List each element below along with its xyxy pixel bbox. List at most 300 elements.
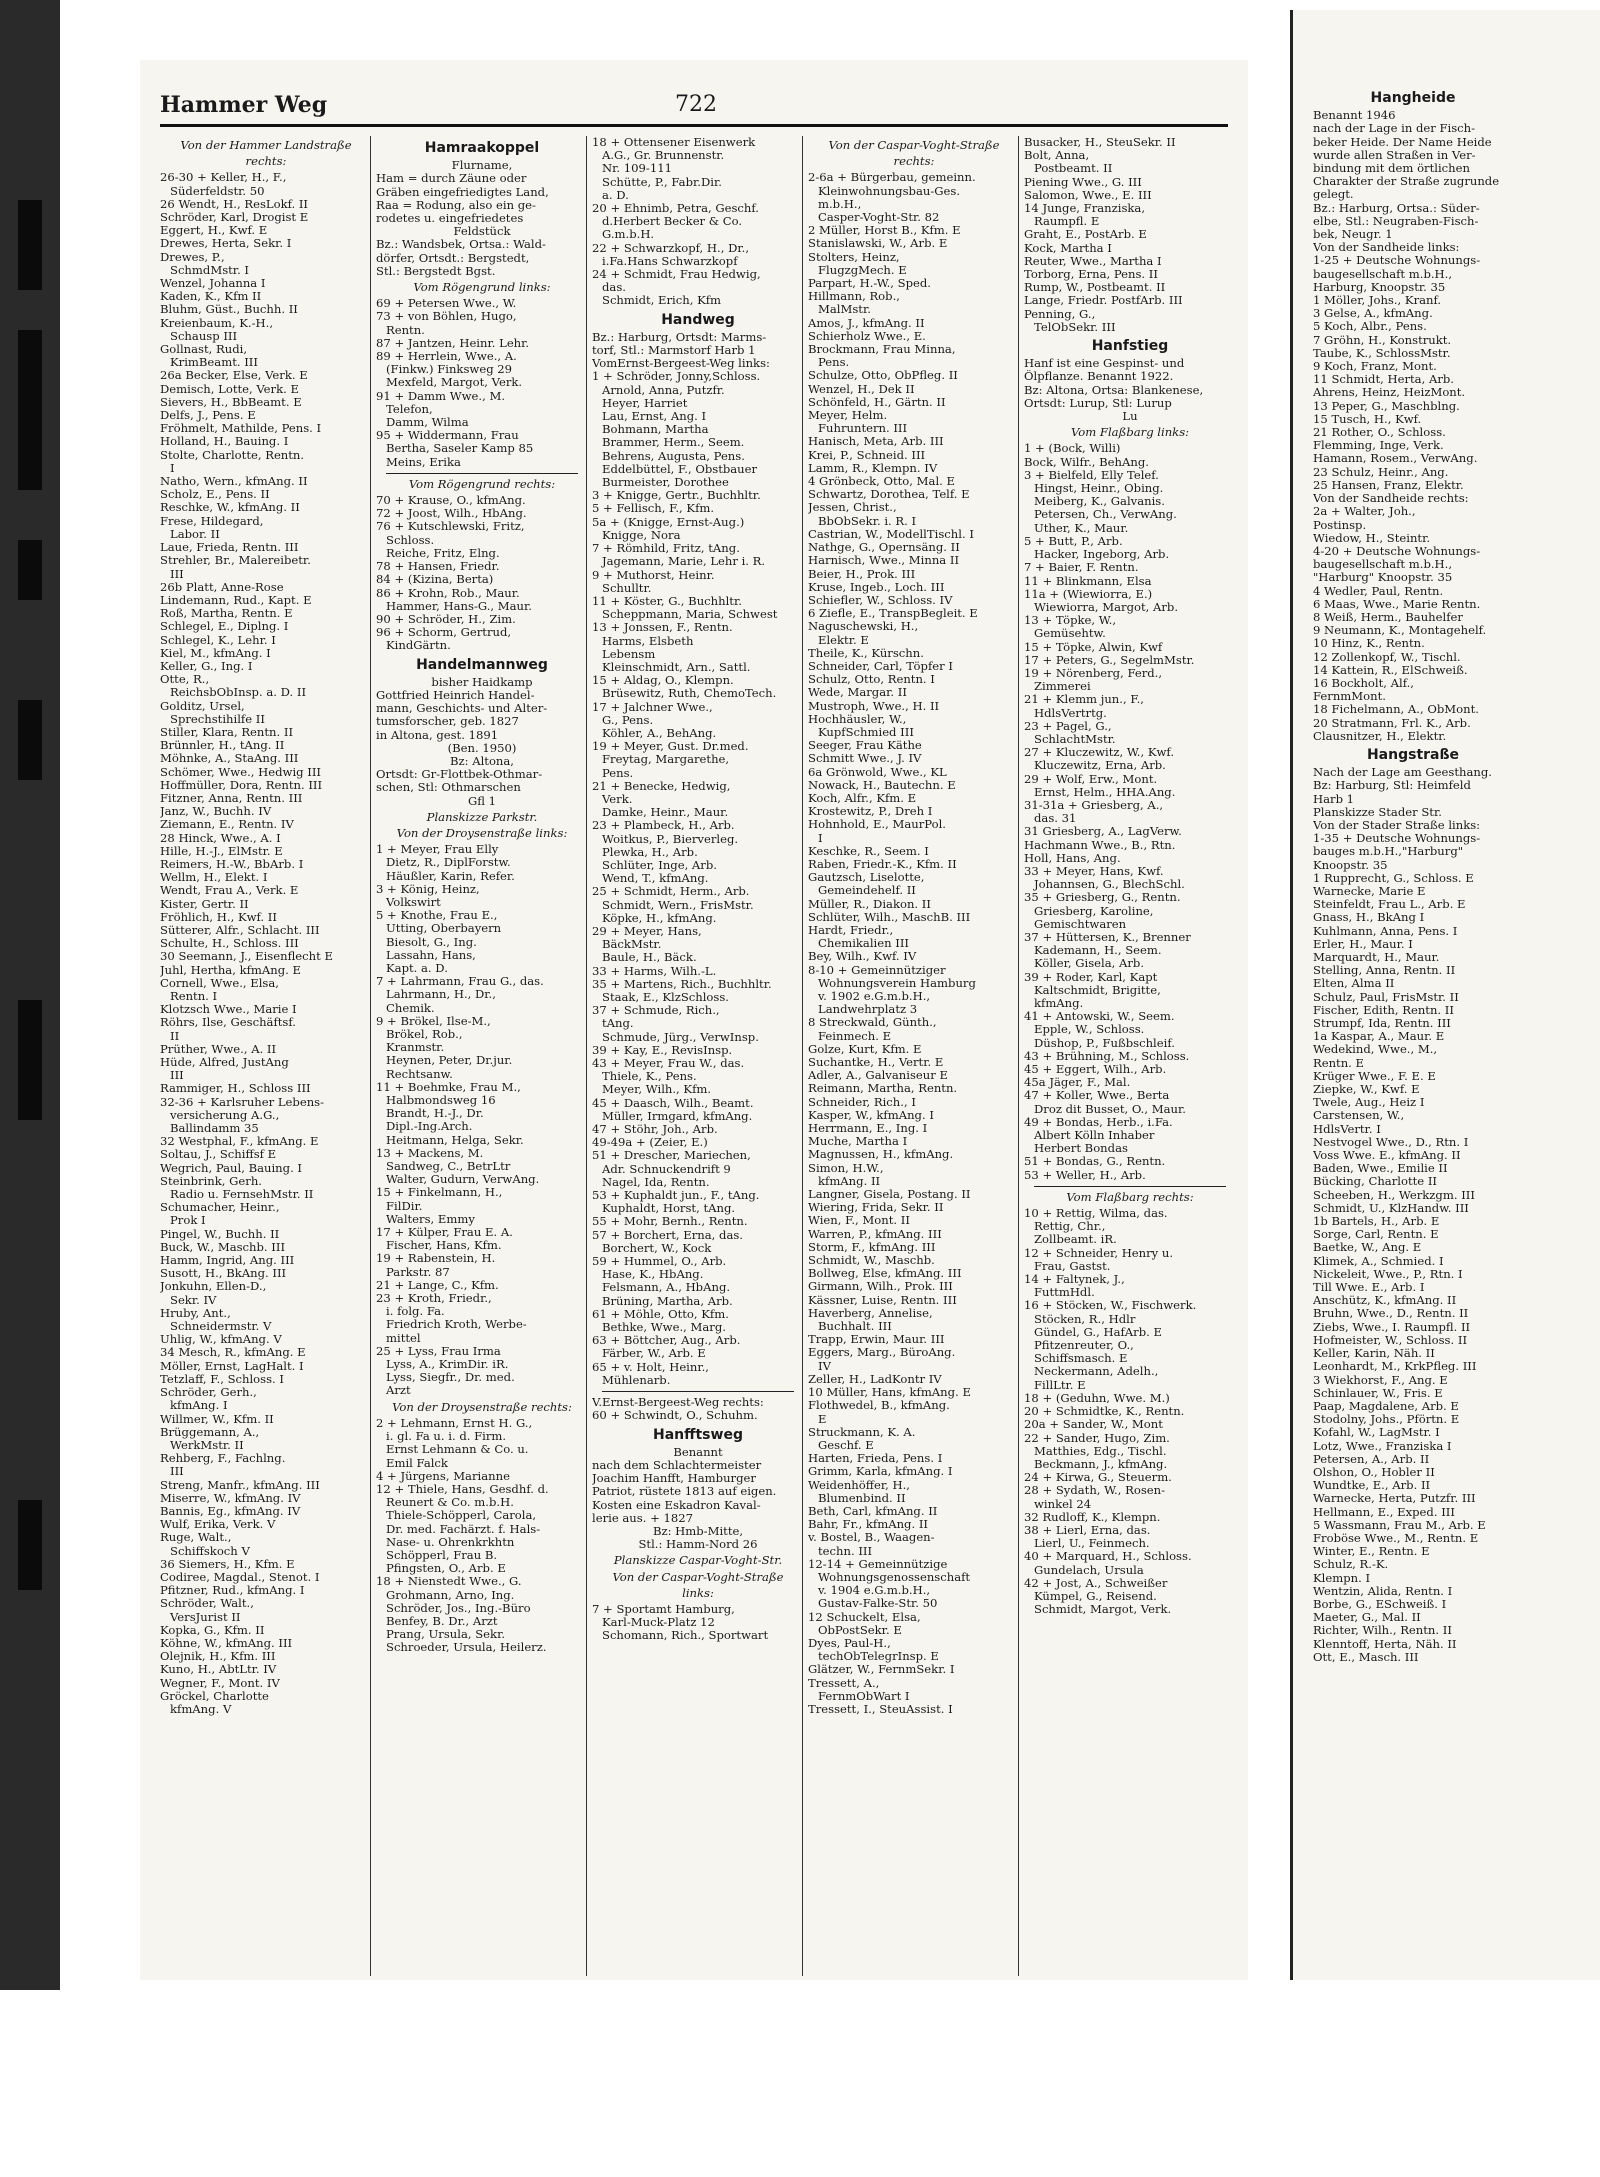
directory-entry: Knigge, Nora xyxy=(602,528,681,542)
column-2 xyxy=(376,136,588,1976)
directory-entry: (Finkw.) Finksweg 29 xyxy=(386,363,513,377)
directory-entry: Feinmech. E xyxy=(818,1029,892,1043)
directory-entry: Gnass, H., BkAng I xyxy=(1313,911,1425,925)
directory-entry: Gröckel, Charlotte xyxy=(160,1689,269,1703)
directory-entry: Ruge, Walt., xyxy=(160,1531,232,1545)
directory-entry: 13 + Töpke, W., xyxy=(1024,614,1117,628)
directory-entry: Rammiger, H., Schloss III xyxy=(160,1082,311,1096)
directory-entry: Lamm, R., Klempn. IV xyxy=(808,461,938,475)
directory-entry: Gemischtwaren xyxy=(1034,917,1127,931)
directory-entry: 32-36 + Karlsruher Lebens- xyxy=(160,1095,325,1109)
directory-entry: kfmAng. II xyxy=(818,1174,881,1188)
adjacent-page xyxy=(1290,10,1600,1980)
directory-entry: Burmeister, Dorothee xyxy=(602,476,729,490)
street-heading: Hangstraße xyxy=(1366,746,1460,763)
directory-entry: Ziebs, Wwe., I. Raumpfl. II xyxy=(1313,1320,1471,1334)
directory-entry: Bethke, Wwe., Marg. xyxy=(602,1321,726,1335)
directory-entry: Sandweg, C., BetrLtr xyxy=(386,1160,511,1174)
directory-entry: 31-31a + Griesberg, A., xyxy=(1024,798,1164,812)
directory-entry: Reunert & Co. m.b.H. xyxy=(386,1496,514,1510)
directory-entry: Hardt, Friedr., xyxy=(808,923,894,937)
directory-entry: gelegt. xyxy=(1313,188,1354,202)
directory-entry: Fischer, Edith, Rentn. II xyxy=(1313,1003,1454,1017)
directory-entry: Postinsp. xyxy=(1313,518,1367,532)
directory-entry: Wulf, Erika, Verk. V xyxy=(160,1518,276,1532)
directory-entry: 16 + Stöcken, W., Fischwerk. xyxy=(1024,1299,1197,1313)
directory-entry: Klempn. I xyxy=(1313,1571,1371,1585)
directory-entry: 9 Neumann, K., Montagehelf. xyxy=(1313,624,1487,638)
street-heading: Handweg xyxy=(661,311,735,328)
directory-entry: 38 + Lierl, Erna, das. xyxy=(1024,1523,1151,1537)
directory-entry: Prang, Ursula, Sekr. xyxy=(386,1628,506,1642)
directory-entry: 11 + Blinkmann, Elsa xyxy=(1024,574,1152,588)
directory-entry: Utting, Oberbayern xyxy=(386,922,502,936)
directory-entry: Benfey, B. Dr., Arzt xyxy=(386,1614,498,1628)
directory-entry: Nickeleit, Wwe., P., Rtn. I xyxy=(1313,1267,1463,1281)
directory-entry: Stöcken, R., Hdlr xyxy=(1034,1312,1136,1326)
directory-entry: Kopka, G., Kfm. II xyxy=(160,1623,265,1637)
directory-entry: Tressett, A., xyxy=(808,1676,880,1690)
directory-entry: Prok I xyxy=(170,1214,206,1228)
directory-entry: Ziemann, E., Rentn. IV xyxy=(160,818,294,832)
directory-entry: Schomann, Rich., Sportwart xyxy=(602,1629,769,1643)
directory-entry: FilDir. xyxy=(386,1199,423,1213)
directory-entry: wurde allen Straßen in Ver- xyxy=(1313,148,1476,162)
directory-entry: Brockmann, Frau Minna, xyxy=(808,343,956,357)
directory-entry: Heitmann, Helga, Sekr. xyxy=(386,1133,524,1147)
directory-entry: Heynen, Peter, Dr.jur. xyxy=(386,1054,513,1068)
directory-entry: 87 + Jantzen, Heinr. Lehr. xyxy=(376,336,530,350)
directory-entry: II xyxy=(170,1029,180,1043)
directory-entry: Wenzel, H., Dek II xyxy=(808,382,915,396)
directory-entry: Gottfried Heinrich Handel- xyxy=(376,688,535,702)
section-rule xyxy=(1034,1186,1226,1187)
directory-entry: 8 Streckwald, Günth., xyxy=(808,1016,937,1030)
directory-entry: 5 Wassmann, Frau M., Arb. E xyxy=(1313,1518,1486,1532)
directory-entry: nach der Lage in der Fisch- xyxy=(1313,122,1476,136)
directory-entry: FernmMont. xyxy=(1313,690,1386,704)
directory-entry: Stanislawski, W., Arb. E xyxy=(808,237,948,251)
directory-entry: Wiering, Frida, Sekr. II xyxy=(808,1201,944,1215)
directory-entry: Arzt xyxy=(386,1384,411,1398)
directory-entry: Sekr. IV xyxy=(170,1293,217,1307)
section-label: Vom Rögengrund rechts: xyxy=(408,476,556,491)
directory-entry: Cornell, Wwe., Elsa, xyxy=(160,976,279,990)
directory-entry: Brüsewitz, Ruth, ChemoTech. xyxy=(602,687,777,701)
directory-entry: Stelling, Anna, Rentn. II xyxy=(1313,964,1456,978)
directory-entry: Eggert, H., Kwf. E xyxy=(160,224,268,238)
directory-entry: Scheppmann, Maria, Schwest xyxy=(602,608,778,622)
directory-entry: Köhler, A., BehAng. xyxy=(602,726,717,740)
directory-entry: Stolte, Charlotte, Rentn. xyxy=(160,448,305,462)
directory-entry: 49 + Bondas, Herb., i.Fa. xyxy=(1024,1115,1173,1129)
directory-entry: Nowack, H., Bautechn. E xyxy=(808,778,956,792)
directory-entry: schen, Stl: Othmarschen xyxy=(376,781,521,795)
directory-entry: techn. III xyxy=(818,1544,873,1558)
directory-entry: 19 + Rabenstein, H. xyxy=(376,1252,496,1266)
directory-entry: Warren, P., kfmAng. III xyxy=(808,1227,942,1241)
directory-entry: Anschütz, K., kfmAng. II xyxy=(1313,1294,1457,1308)
directory-entry: 91 + Damm Wwe., M. xyxy=(376,389,506,403)
directory-entry: 25 + Lyss, Frau Irma xyxy=(376,1344,501,1358)
directory-entry: Simon, H.W., xyxy=(808,1161,884,1175)
directory-entry: 9 Koch, Franz, Mont. xyxy=(1313,360,1437,374)
directory-entry: Clausnitzer, H., Elektr. xyxy=(1313,729,1447,743)
directory-entry: Gfl 1 xyxy=(467,794,497,808)
directory-entry: 18 Fichelmann, A., ObMont. xyxy=(1313,703,1479,717)
directory-entry: 34 Mesch, R., kfmAng. E xyxy=(160,1346,306,1360)
directory-entry: Von der Sandheide rechts: xyxy=(1313,492,1469,506)
directory-entry: 5a + (Knigge, Ernst-Aug.) xyxy=(592,515,745,529)
directory-entry: Schneidermstr. V xyxy=(170,1320,272,1334)
directory-entry: 1b Bartels, H., Arb. E xyxy=(1313,1215,1440,1229)
directory-entry: Scholz, E., Pens. II xyxy=(160,488,270,502)
directory-entry: 26-30 + Keller, H., F., xyxy=(160,171,287,185)
directory-entry: nach dem Schlachtermeister xyxy=(592,1458,762,1472)
directory-entry: 14 + Faltynek, J., xyxy=(1024,1273,1125,1287)
directory-entry: Ott, E., Masch. III xyxy=(1313,1650,1419,1664)
directory-entry: Steinfeldt, Frau L., Arb. E xyxy=(1313,898,1466,912)
directory-entry: Sprechstihilfe II xyxy=(170,712,265,726)
directory-entry: Rentn. E xyxy=(1313,1056,1365,1070)
directory-entry: Dyes, Paul-H., xyxy=(808,1636,891,1650)
directory-entry: Klimek, A., Schmied. I xyxy=(1313,1254,1444,1268)
directory-entry: 1 + Meyer, Frau Elly xyxy=(376,843,499,857)
directory-entry: Schulz, Paul, FrisMstr. II xyxy=(1313,990,1459,1004)
directory-entry: Kümpel, G., Reisend. xyxy=(1034,1589,1157,1603)
directory-entry: Lau, Ernst, Ang. I xyxy=(602,410,707,424)
directory-entry: 21 + Lange, C., Kfm. xyxy=(376,1278,499,1292)
adjacent-page-column xyxy=(1313,86,1513,1664)
directory-entry: Schulltr. xyxy=(602,581,652,595)
directory-entry: Albert Kölln Inhaber xyxy=(1034,1129,1155,1143)
directory-entry: Roß, Martha, Rentn. E xyxy=(160,607,293,621)
directory-entry: Mexfeld, Margot, Verk. xyxy=(386,376,523,390)
directory-entry: 21 Rother, O., Schloss. xyxy=(1313,426,1446,440)
directory-entry: FillLtr. E xyxy=(1034,1378,1086,1392)
street-heading: Handelmannweg xyxy=(416,656,548,673)
directory-entry: Krüger Wwe., F. E. E xyxy=(1313,1069,1436,1083)
directory-entry: Parkstr. 87 xyxy=(386,1265,450,1279)
directory-entry: Krostewitz, P., Dreh I xyxy=(808,805,933,819)
directory-entry: Bollweg, Else, kfmAng. III xyxy=(808,1267,962,1281)
directory-entry: v. 1902 e.G.m.b.H., xyxy=(818,990,931,1003)
directory-entry: Baetke, W., Ang. E xyxy=(1313,1241,1422,1255)
directory-entry: 22 + Sander, Hugo, Zim. xyxy=(1024,1431,1170,1445)
directory-entry: Wedekind, Wwe., M., xyxy=(1313,1043,1438,1057)
directory-entry: kfmAng. xyxy=(1034,997,1084,1010)
directory-entry: 13 + Jonssen, F., Rentn. xyxy=(592,621,733,635)
directory-entry: Harburg, Knoopstr. 35 xyxy=(1313,280,1446,294)
directory-entry: Hofmeister, W., Schloss. II xyxy=(1313,1333,1468,1347)
directory-entry: 86 + Krohn, Rob., Maur. xyxy=(376,586,520,600)
directory-entry: Gollnast, Rudi, xyxy=(160,343,248,357)
street-heading: Hamraakoppel xyxy=(424,140,540,156)
directory-entry: Wiedow, H., Steintr. xyxy=(1313,531,1431,545)
directory-entry: 23 Schulz, Heinr., Ang. xyxy=(1313,465,1449,479)
directory-entry: 3 + Bielfeld, Elly Telef. xyxy=(1024,468,1159,482)
directory-entry: Gräben eingefriedigtes Land, xyxy=(376,185,549,199)
directory-entry: 17 + Külper, Frau E. A. xyxy=(376,1226,513,1240)
directory-entry: Torborg, Erna, Pens. II xyxy=(1024,268,1158,282)
directory-entry: Adler, A., Galvaniseur E xyxy=(808,1069,948,1083)
directory-entry: Kluczewitz, Erna, Arb. xyxy=(1034,759,1166,773)
directory-entry: 16 Bockholt, Alf., xyxy=(1313,676,1414,690)
directory-entry: Erler, H., Maur. I xyxy=(1313,937,1413,951)
directory-entry: 37 + Schmude, Rich., xyxy=(592,1004,720,1018)
directory-entry: Köhne, W., kfmAng. III xyxy=(160,1636,293,1650)
directory-entry: Schinlauer, W., Fris. E xyxy=(1313,1386,1443,1400)
directory-entry: Schulte, H., Schloss. III xyxy=(160,937,299,951)
directory-entry: 2-6a + Bürgerbau, gemeinn. xyxy=(808,171,976,185)
directory-entry: Hoffmüller, Dora, Rentn. III xyxy=(160,778,323,792)
directory-entry: 28 + Sydath, W., Rosen- xyxy=(1024,1484,1166,1498)
directory-entry: 35 + Martens, Rich., Buchhltr. xyxy=(592,977,772,991)
directory-entry: Schneider, Carl, Töpfer I xyxy=(808,659,953,673)
directory-entry: Glätzer, W., FernmSekr. I xyxy=(808,1663,955,1677)
directory-entry: Soltau, J., Schiffsf E xyxy=(160,1148,277,1162)
directory-entry: winkel 24 xyxy=(1034,1497,1092,1511)
directory-entry: Wundtke, E., Arb. II xyxy=(1313,1479,1431,1493)
directory-entry: 78 + Hansen, Friedr. xyxy=(376,560,500,574)
directory-entry: Kreienbaum, K.-H., xyxy=(160,316,274,330)
section-label: Planskizze Caspar-Voght-Str. xyxy=(613,1553,783,1568)
directory-entry: HdlsVertr. I xyxy=(1313,1122,1381,1136)
directory-entry: Schiffsmasch. E xyxy=(1034,1352,1128,1366)
directory-entry: 39 + Roder, Karl, Kapt xyxy=(1024,970,1158,984)
directory-entry: Keschke, R., Seem. I xyxy=(808,844,929,858)
directory-entry: KrimBeamt. III xyxy=(170,356,258,370)
directory-entry: Hellmann, E., Exped. III xyxy=(1313,1505,1455,1519)
binding-mark xyxy=(18,330,42,490)
directory-entry: Koch, Alfr., Kfm. E xyxy=(808,791,917,805)
directory-entry: Gundelach, Ursula xyxy=(1034,1563,1144,1577)
directory-entry: Olejnik, H., Kfm. III xyxy=(160,1650,276,1664)
directory-entry: Ölpflanze. Benannt 1922. xyxy=(1024,370,1174,384)
directory-entry: 33 + Meyer, Hans, Kwf. xyxy=(1024,864,1164,878)
directory-entry: Schumacher, Heinr., xyxy=(160,1201,280,1215)
directory-entry: 73 + von Böhlen, Hugo, xyxy=(376,310,517,324)
directory-entry: Hamm, Ingrid, Ang. III xyxy=(160,1254,295,1268)
directory-entry: Harten, Frieda, Pens. I xyxy=(808,1452,943,1466)
directory-entry: 17 + Jalchner Wwe., xyxy=(592,700,713,714)
directory-entry: Meins, Erika xyxy=(386,455,461,469)
directory-entry: 2a + Walter, Joh., xyxy=(1313,505,1416,519)
directory-entry: Mühlenarb. xyxy=(602,1373,671,1387)
directory-entry: Kasper, W., kfmAng. I xyxy=(808,1108,934,1122)
directory-entry: Häußler, Karin, Refer. xyxy=(386,869,515,883)
directory-entry: 76 + Kutschlewski, Fritz, xyxy=(376,520,525,534)
binding-mark xyxy=(18,1000,42,1120)
directory-entry: Plewka, H., Arb. xyxy=(602,845,698,859)
directory-entry: 14 Junge, Franziska, xyxy=(1024,202,1146,216)
directory-entry: Bz.: Wandsbek, Ortsa.: Wald- xyxy=(376,238,546,252)
directory-entry: 12 + Thiele, Hans, Gesdhf. d. xyxy=(376,1482,549,1496)
directory-entry: Brammer, Herm., Seem. xyxy=(602,436,745,450)
directory-entry: Bz.: Harburg, Ortsdt: Marms- xyxy=(592,330,767,344)
directory-entry: V.Ernst-Bergeest-Weg rechts: xyxy=(592,1396,764,1410)
binding-mark xyxy=(18,540,42,600)
directory-entry: Lindemann, Rud., Kapt. E xyxy=(160,593,312,607)
binding-mark xyxy=(18,1500,42,1590)
directory-entry: Froböse Wwe., M., Rentn. E xyxy=(1313,1531,1479,1545)
directory-entry: Schiefler, W., Schloss. IV xyxy=(808,593,953,607)
directory-entry: Theile, K., Kürschn. xyxy=(808,646,924,660)
directory-entry: bindung mit dem örtlichen xyxy=(1313,162,1470,176)
directory-entry: ReichsbObInsp. a. D. II xyxy=(170,686,307,700)
directory-entry: 18 + (Geduhn, Wwe. M.) xyxy=(1024,1391,1170,1405)
directory-entry: Sievers, H., BbBeamt. E xyxy=(160,395,302,409)
directory-entry: Kleinwohnungsbau-Ges. xyxy=(818,184,961,198)
directory-entry: Kosten eine Eskadron Kaval- xyxy=(592,1498,761,1512)
directory-entry: Bz.: Harburg, Ortsa.: Süder- xyxy=(1313,201,1480,215)
directory-entry: Hase, K., HbAng. xyxy=(602,1268,704,1282)
directory-entry: Richter, Wilh., Rentn. II xyxy=(1313,1624,1452,1638)
directory-entry: 12 Schuckelt, Elsa, xyxy=(808,1610,921,1624)
directory-entry: 2 Müller, Horst B., Kfm. E xyxy=(808,224,961,238)
directory-entry: Delfs, J., Pens. E xyxy=(160,409,256,423)
directory-entry: 33 + Harms, Wilh.-L. xyxy=(592,964,717,978)
directory-entry: Hruby, Ant., xyxy=(160,1306,231,1320)
directory-entry: Keller, G., Ing. I xyxy=(160,659,253,673)
directory-entry: Hille, H.-J., ElMstr. E xyxy=(160,844,283,858)
directory-entry: 47 + Stöhr, Joh., Arb. xyxy=(592,1123,718,1137)
directory-entry: Gemüsehtw. xyxy=(1034,627,1106,641)
directory-entry: Chemikalien III xyxy=(818,937,910,951)
directory-entry: 26a Becker, Else, Verk. E xyxy=(160,369,308,383)
directory-entry: tAng. xyxy=(602,1017,634,1031)
directory-entry: Demisch, Lotte, Verk. E xyxy=(160,382,299,396)
directory-entry: Karl-Muck-Platz 12 xyxy=(602,1616,715,1630)
directory-entry: Grimm, Karla, kfmAng. I xyxy=(808,1465,953,1479)
directory-entry: 23 + Plambeck, H., Arb. xyxy=(592,819,735,833)
directory-entry: 11 + Köster, G., Buchhltr. xyxy=(592,594,742,608)
directory-entry: Rump, W., Postbeamt. II xyxy=(1024,281,1166,295)
directory-entry: Lebensm xyxy=(602,647,656,661)
directory-entry: Schulze, Otto, ObPfleg. II xyxy=(808,369,958,383)
directory-entry: 24 + Kirwa, G., Steuerm. xyxy=(1024,1471,1172,1485)
directory-entry: Bolt, Anna, xyxy=(1024,149,1090,163)
page-title: Hammer Weg xyxy=(160,92,328,118)
directory-entry: 84 + (Kizina, Berta) xyxy=(376,573,494,587)
directory-entry: Warnecke, Marie E xyxy=(1313,884,1426,898)
directory-entry: 42 + Jost, A., Schweißer xyxy=(1024,1576,1168,1590)
directory-entry: Kranmstr. xyxy=(386,1041,445,1055)
directory-entry: Schulz, R.-K. xyxy=(1313,1558,1389,1572)
directory-entry: Suchantke, H., Vertr. E xyxy=(808,1056,944,1070)
directory-entry: Telefon, xyxy=(386,402,433,416)
directory-entry: 7 + Lahrmann, Frau G., das. xyxy=(376,975,544,989)
directory-entry: 1 + (Bock, Willi) xyxy=(1024,442,1121,456)
directory-entry: Ham = durch Zäune oder xyxy=(376,172,527,186)
section-label: rechts: xyxy=(893,154,935,169)
directory-entry: baugesellschaft m.b.H., xyxy=(1313,267,1453,281)
directory-entry: 61 + Möhle, Otto, Kfm. xyxy=(592,1307,729,1321)
directory-entry: Bannis, Eg., kfmAng. IV xyxy=(160,1504,301,1518)
directory-entry: Müller, Irmgard, kfmAng. xyxy=(602,1109,753,1123)
directory-entry: versicherung A.G., xyxy=(170,1108,280,1122)
directory-entry: Walter, Gudurn, VerwAng. xyxy=(386,1173,540,1187)
directory-entry: Fitzner, Anna, Rentn. III xyxy=(160,791,303,805)
directory-entry: FlugzgMech. E xyxy=(818,263,907,277)
directory-entry: Lierl, U., Feinmech. xyxy=(1034,1537,1150,1551)
directory-entry: Schroeder, Ursula, Heilerz. xyxy=(386,1641,547,1655)
column-divider xyxy=(1018,136,1019,1976)
directory-entry: Behrens, Augusta, Pens. xyxy=(602,449,745,463)
directory-entry: 5 + Butt, P., Arb. xyxy=(1024,534,1123,548)
directory-entry: Nestvogel Wwe., D., Rtn. I xyxy=(1313,1135,1469,1149)
directory-entry: Brüggemann, A., xyxy=(160,1425,260,1439)
directory-entry: Färber, W., Arb. E xyxy=(602,1347,706,1361)
directory-entry: Wohnungsgenossenschaft xyxy=(818,1570,971,1584)
directory-entry: 4-20 + Deutsche Wohnungs- xyxy=(1313,544,1481,558)
directory-entry: 45a Jäger, F., Mal. xyxy=(1024,1076,1131,1090)
directory-entry: G.m.b.H. xyxy=(602,228,655,242)
page-header xyxy=(160,88,1228,127)
directory-entry: 69 + Petersen Wwe., W. xyxy=(376,297,517,311)
directory-entry: bisher Haidkamp xyxy=(431,675,533,689)
directory-entry: tumsforscher, geb. 1827 xyxy=(376,715,519,729)
directory-entry: Köller, Gisela, Arb. xyxy=(1034,957,1145,971)
directory-entry: 1 Möller, Johs., Kranf. xyxy=(1313,294,1442,308)
directory-entry: Borchert, W., Kock xyxy=(602,1241,712,1255)
directory-entry: 51 + Drescher, Mariechen, xyxy=(592,1149,751,1163)
directory-entry: Matthies, Edg., Tischl. xyxy=(1034,1444,1167,1458)
directory-entry: 96 + Schorm, Gertrud, xyxy=(376,626,512,640)
directory-entry: Planskizze Stader Str. xyxy=(1313,805,1442,819)
directory-entry: Damke, Heinr., Maur. xyxy=(602,806,729,820)
directory-entry: Wegner, F., Mont. IV xyxy=(160,1676,280,1690)
directory-entry: Röhrs, Ilse, Geschäftsf. xyxy=(160,1016,296,1030)
directory-entry: Girmann, Wilh., Prok. III xyxy=(808,1280,953,1294)
directory-entry: Wien, F., Mont. II xyxy=(808,1214,910,1228)
directory-entry: Fröhmelt, Mathilde, Pens. I xyxy=(160,422,322,436)
section-label: Planskizze Parkstr. xyxy=(426,809,538,824)
directory-entry: 10 + Rettig, Wilma, das. xyxy=(1024,1207,1168,1221)
directory-entry: Piening Wwe., G. III xyxy=(1024,175,1142,189)
directory-entry: 72 + Joost, Wilh., HbAng. xyxy=(376,507,527,521)
directory-entry: Knoopstr. 35 xyxy=(1313,858,1388,872)
directory-entry: Flemming, Inge, Verk. xyxy=(1313,439,1444,453)
directory-entry: Drewes, P., xyxy=(160,250,225,264)
directory-entry: 32 Rudloff, K., Klempn. xyxy=(1024,1510,1161,1524)
directory-entry: Susott, H., BkAng. III xyxy=(160,1267,287,1281)
directory-entry: Wiewiorra, Margot, Arb. xyxy=(1034,600,1179,614)
directory-entry: Lotz, Wwe., Franziska I xyxy=(1313,1439,1452,1453)
directory-entry: Zeller, H., LadKontr IV xyxy=(808,1372,942,1386)
directory-entry: SchmdMstr. I xyxy=(170,263,250,277)
page-number: 722 xyxy=(675,92,717,117)
directory-entry: Streng, Manfr., kfmAng. III xyxy=(160,1478,320,1492)
directory-entry: Gündel, G., HafArb. E xyxy=(1034,1325,1162,1339)
directory-entry: 29 + Meyer, Hans, xyxy=(592,924,702,938)
directory-entry: Von der Stader Straße links: xyxy=(1313,818,1481,832)
directory-entry: 11 Schmidt, Herta, Arb. xyxy=(1313,373,1454,387)
directory-entry: torf, Stl.: Marmstorf Harb 1 xyxy=(592,344,756,358)
directory-entry: 5 Koch, Albr., Pens. xyxy=(1313,320,1427,334)
directory-entry: Pens. xyxy=(602,766,634,780)
directory-entry: Schmude, Jürg., VerwInsp. xyxy=(602,1030,759,1044)
directory-entry: Hohnhold, E., MaurPol. xyxy=(808,818,946,832)
directory-entry: Warnecke, Herta, Putzfr. III xyxy=(1313,1492,1476,1506)
directory-entry: SchlachtMstr. xyxy=(1034,732,1116,746)
directory-entry: Hüde, Alfred, JustAng xyxy=(160,1056,289,1070)
directory-entry: Weidenhöffer, H., xyxy=(808,1478,910,1492)
directory-entry: Beier, H., Prok. III xyxy=(808,567,916,581)
directory-entry: Otte, R., xyxy=(160,673,210,687)
street-heading: Hanfstieg xyxy=(1091,338,1169,355)
directory-entry: bek, Neugr. 1 xyxy=(1313,228,1393,242)
